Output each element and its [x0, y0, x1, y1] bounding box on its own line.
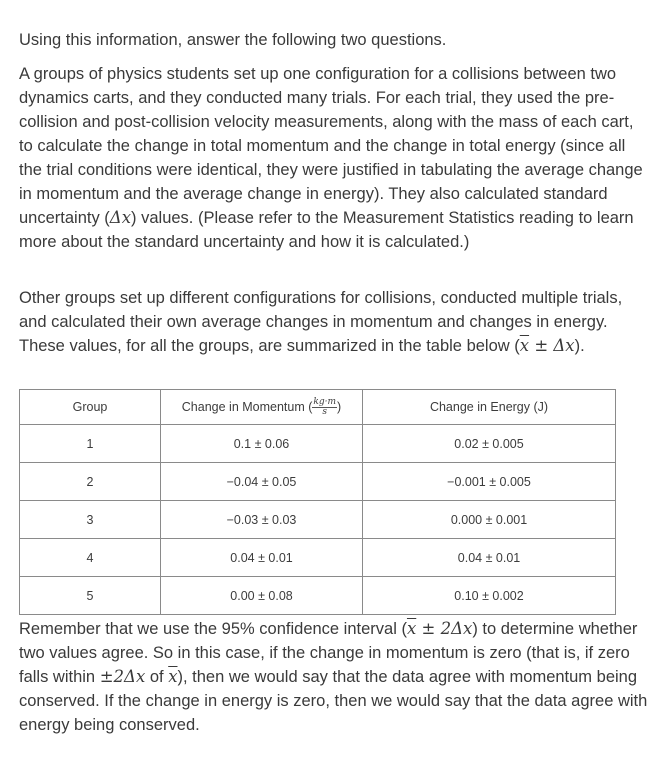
table-row [20, 577, 616, 615]
momentum-unit-fraction [312, 398, 337, 417]
pm-two-delta-x-math: ± 2Δx [416, 619, 473, 638]
header-momentum-close: ) [337, 399, 342, 414]
paragraph-ci-text-b: ) to determine whether two values agree. So in this case, if the change in momentum is zero (that is, if zero falls within [19, 620, 638, 686]
delta-x-math: Δx [109, 208, 132, 227]
results-table [19, 389, 616, 615]
cell-energy: −0.001 ± 0.005 [363, 463, 616, 501]
paragraph-configuration-text: A groups of physics students set up one configuration for a collisions between two dynamics carts, and they conducted many trials. For each trial, they used the pre-collision and post-collision velocity measurements, along with the mass of each cart, to calculate the change in total momentum and the change in total energy (since all the trial conditions were identical, they were justified in tabulating the average change in momentum and the average change in energy). They also calculated standard uncertainty ( [19, 65, 643, 227]
cell-group: 5 [20, 577, 161, 615]
paragraph-other-groups-text: Other groups set up different configurations for collisions, conducted multiple trials, and calculated their own average changes in momentum and changes in energy. These values, for all the groups, are summarized in the table below ( [19, 289, 623, 355]
header-group: Group [20, 390, 161, 425]
paragraph-configuration-end: ) values. (Please refer to the Measurement Statistics reading to learn more about the standard uncertainty and how it is calculated.) [19, 209, 634, 251]
cell-group: 3 [20, 501, 161, 539]
paragraph-configuration [19, 62, 651, 254]
paragraph-ci-text-d: ), then we would say that the data agree with momentum being conserved. If the change in energy is zero, then we would say that the data agree with energy being conserved. [19, 668, 648, 734]
paragraph-confidence-interval [19, 617, 651, 737]
table-row [20, 501, 616, 539]
cell-energy: 0.10 ± 0.002 [363, 577, 616, 615]
x-bar-math: $\overline{x}$ [519, 336, 530, 355]
pm-two-delta-x-math: ±2Δx [99, 667, 146, 686]
cell-momentum: 0.00 ± 0.08 [161, 577, 363, 615]
paragraph-ci-text-a: Remember that we use the 95% confidence interval ( [19, 620, 407, 638]
table-row [20, 539, 616, 577]
momentum-unit-numerator: kg·m [313, 396, 337, 407]
cell-group: 2 [20, 463, 161, 501]
cell-group: 4 [20, 539, 161, 577]
cell-momentum: 0.04 ± 0.01 [161, 539, 363, 577]
cell-energy: 0.000 ± 0.001 [363, 501, 616, 539]
cell-momentum: −0.04 ± 0.05 [161, 463, 363, 501]
cell-group: 1 [20, 425, 161, 463]
table-row [20, 463, 616, 501]
table-header-row [20, 390, 616, 425]
paragraph-other-groups-end: ). [574, 337, 585, 355]
cell-energy: 0.04 ± 0.01 [363, 539, 616, 577]
header-momentum [161, 390, 363, 425]
x-bar-math: $\overline{x}$ [168, 667, 178, 686]
table-row [20, 425, 616, 463]
cell-momentum: −0.03 ± 0.03 [161, 501, 363, 539]
intro-text: Using this information, answer the following two questions. [19, 31, 447, 49]
pm-delta-x-math: ± Δx [529, 336, 575, 355]
header-energy: Change in Energy (J) [363, 390, 616, 425]
cell-energy: 0.02 ± 0.005 [363, 425, 616, 463]
cell-momentum: 0.1 ± 0.06 [161, 425, 363, 463]
paragraph-other-groups [19, 286, 651, 358]
paragraph-ci-text-c: of [145, 668, 169, 686]
header-momentum-label: Change in Momentum ( [181, 399, 313, 414]
x-bar-math: $\overline{x}$ [406, 619, 417, 638]
momentum-unit-denominator: s [322, 406, 328, 417]
